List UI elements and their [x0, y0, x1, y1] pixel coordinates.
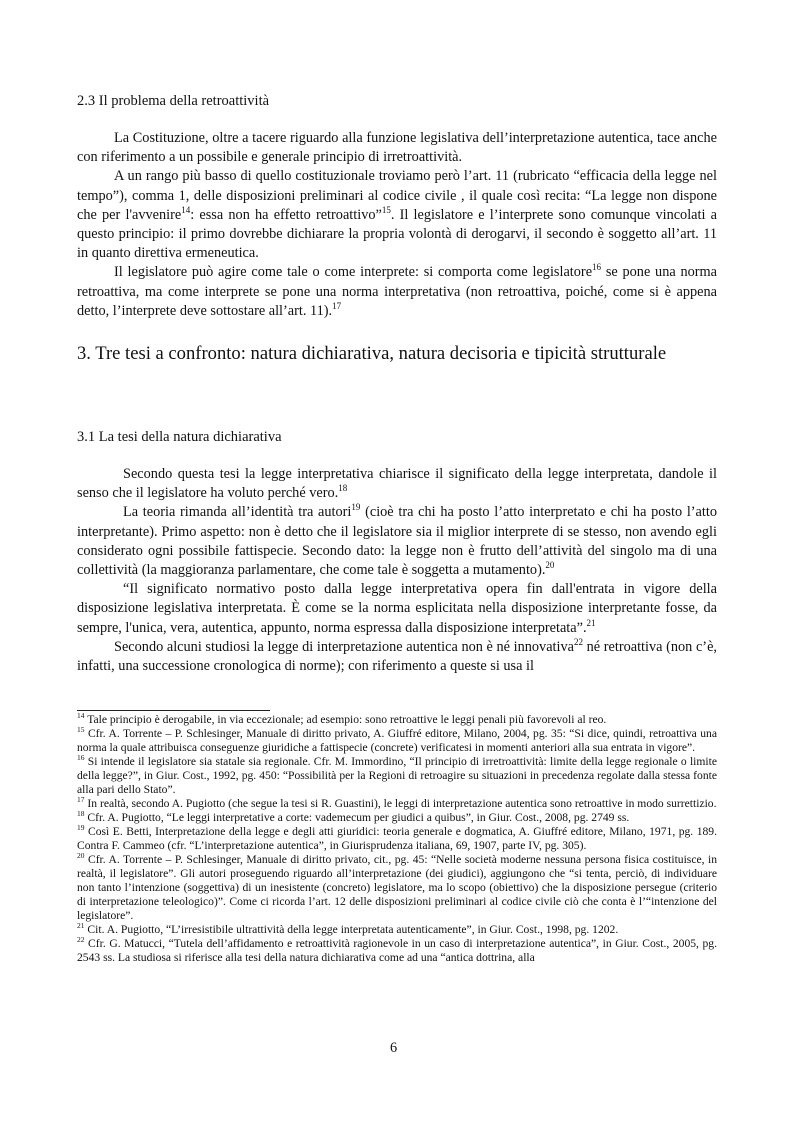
- footnote-separator: [77, 710, 270, 711]
- footnote: $^{15}$ Cfr. A. Torrente – P. Schlesinger, Manuale di diritto privato, A. Giuffré editore, Milano, 2004, pg. 35: “Si dice, quindi, retroattiva una norma la quale attribuisca conseguenze giuridiche a fattispecie (concrete) verificatesi in momenti anteriori alla sua entrata in vigore”.: [77, 725, 717, 754]
- section-3-1-body: [77, 465, 717, 676]
- footnote-ref: 20: [545, 560, 555, 571]
- page-number: 6: [390, 1040, 398, 1056]
- paragraph: La Costituzione, oltre a tacere riguardo alla funzione legislativa dell’interpretazione autentica, tace anche con riferimento a un possibile e generale principio di irretroattività.: [77, 130, 717, 166]
- footnote-ref: 17: [332, 301, 342, 312]
- footnote-ref: 18: [338, 483, 348, 494]
- footnote: $^{16}$ Si intende il legislatore sia statale sia regionale. Cfr. M. Immordino, “Il principio di irretroattività: limite della legge regionale o limite della legge?”, in Giur. Cost., 1992, pg. 450: “Possibilità per la Regioni di retroagire su situazioni in precedenza regolate dalla stessa fonte alla pari dello Stato”.: [77, 753, 717, 796]
- footnote: $^{18}$ Cfr. A. Pugiotto, “Le leggi interpretative a corte: vademecum per giudici a quibus”, in Giur. Cost., 2008, pg. 2749 ss.: [77, 809, 630, 824]
- footnote: $^{22}$ Cfr. G. Matucci, “Tutela dell’affidamento e retroattività ragionevole in un caso di interpretazione autentica”, in Giur. Cost., 2005, pg. 2543 ss. La studiosa si riferisce alla tesi della natura dichiarativa come ad una “antica dottrina, alla: [77, 935, 717, 964]
- footnote-ref: 19: [351, 502, 361, 513]
- section-heading-2-3: 2.3 Il problema della retroattività: [77, 93, 270, 109]
- footnotes: [77, 713, 717, 965]
- section-2-3-body: [77, 129, 717, 321]
- footnote: $^{21}$ Cit. A. Pugiotto, “L’irresistibile ultrattività della legge interpretata autenticamente”, in Giur. Cost., 1998, pg. 1202.: [77, 921, 619, 936]
- footnote: $^{14}$ Tale principio è derogabile, in via eccezionale; ad esempio: sono retroattive le leggi penali più favorevoli al reo.: [77, 711, 607, 726]
- footnote: $^{19}$ Così E. Betti, Interpretazione della legge e degli atti giuridici: teoria generale e dogmatica, A. Giuffré editore, Milano, 1971, pg. 189. Contra F. Cammeo (cfr. “L’interpretazione autentica”, in Giurisprudenza italiana, 69, 1907, parte IV, pg. 305).: [77, 823, 717, 852]
- footnote: $^{20}$ Cfr. A. Torrente – P. Schlesinger, Manuale di diritto privato, cit., pg. 45: “Nelle società moderne nessuna persona fisica costituisce, in realtà, il legislatore”. Gli autori proseguendo riguardo all’interpretazione (dei giudici), aggiungono che “si tenta, perciò, di individuare non tanto l’intenzione (soggettiva) di un inesistente (concreto) legislatore, ma lo scopo (obiettivo) che la disposizione persegue (criterio di interpretazione teleologico)”. Come ci ricorda l’art. 12 delle disposizioni preliminari al codice civile ciò che conta è l’“intenzione del legislatore”.: [77, 851, 717, 922]
- paragraph: Secondo questa tesi la legge interpretativa chiarisce il significato della legge interpretata, dandole il senso che il legislatore ha voluto perché vero.$^{18}$: [77, 466, 717, 502]
- section-heading-3-1: 3.1 La tesi della natura dichiarativa: [77, 429, 282, 445]
- paragraph: La teoria rimanda all’identità tra autori$^{19}$ (cioè tra chi ha posto l’atto interpretato e chi ha posto l’atto interpretante). Primo aspetto: non è detto che il legislatore sia il miglior interprete di se stesso, non avendo egli considerato ogni possibile fattispecie. Secondo dato: la legge non è frutto dell’attività del singolo ma di una collettività (la maggioranza parlamentare, che come tale è soggetta a mutamento).$^{20}$: [77, 502, 717, 579]
- section-heading-3: 3. Tre tesi a confronto: natura dichiarativa, natura decisoria e tipicità strutturale: [77, 343, 667, 364]
- paragraph: “Il significato normativo posto dalla legge interpretativa opera fin dall'entrata in vigore della disposizione legislativa interpretata. È come se la norma esplicitata nella disposizione interpretante fosse, da sempre, l'unica, vera, autentica, appunto, norma espressa dalla disposizione interpretata”.$^{21}$: [77, 581, 717, 636]
- footnote-ref: 16: [592, 262, 602, 273]
- paragraph: A un rango più basso di quello costituzionale troviamo però l’art. 11 (rubricato “efficacia della legge nel tempo”), comma 1, delle disposizioni preliminari al codice civile , il quale così recita: “La legge non dispone che per l'avvenire$^{14}$: essa non ha effetto retroattivo”$^{15}$. Il legislatore e l’interprete sono comunque vincolati a questo principio: il primo dovrebbe dichiarare la propria volontà di derogarvi, il secondo è soggetto all’art. 11 in quanto direttiva ermeneutica.: [77, 168, 718, 262]
- footnote-ref: 15: [381, 205, 391, 216]
- footnote-ref: 22: [573, 637, 583, 648]
- paragraph: Il legislatore può agire come tale o come interprete: si comporta come legislatore$^{16}$ se pone una norma retroattiva, ma come interprete se pone una norma interpretativa (non retroattiva, poiché, come si è appena detto, l’interprete deve sottostare all’art. 11).$^{17}$: [77, 262, 717, 319]
- footnote: $^{17}$ In realtà, secondo A. Pugiotto (che segue la tesi si R. Guastini), le leggi di interpretazione autentica sono retroattive in modo surrettizio.: [77, 795, 717, 810]
- paragraph: Secondo alcuni studiosi la legge di interpretazione autentica non è né innovativa$^{22}$ né retroattiva (non c’è, infatti, una successione cronologica di norme); con riferimento a queste si usa il: [77, 637, 717, 675]
- footnote-ref: 21: [586, 617, 596, 628]
- footnote-ref: 14: [181, 205, 191, 216]
